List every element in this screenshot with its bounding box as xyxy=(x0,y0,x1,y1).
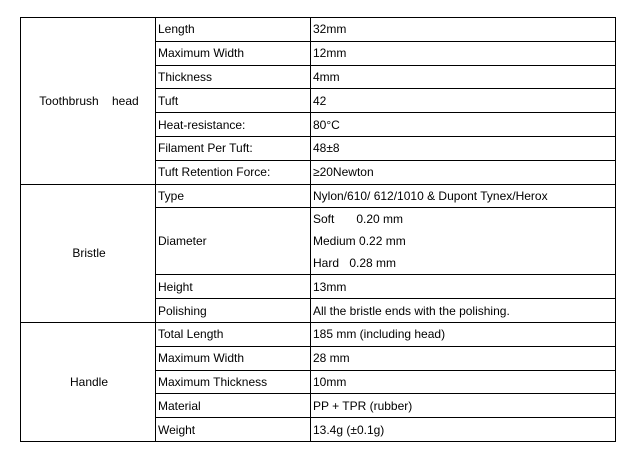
value-cell: ≥20Newton xyxy=(311,160,616,184)
diameter-size: 0.20 mm xyxy=(356,212,404,227)
group-label: Bristle xyxy=(72,246,106,261)
property-cell: Tuft xyxy=(156,89,311,113)
property-cell: Type xyxy=(156,184,311,208)
property-cell: Weight xyxy=(156,418,311,442)
diameter-size: 0.22 mm xyxy=(359,234,406,249)
group-cell-bristle xyxy=(21,184,156,322)
value-cell-diameter xyxy=(311,208,616,275)
property-cell: Thickness xyxy=(156,65,311,89)
group-cell-handle xyxy=(21,322,156,441)
spec-table xyxy=(20,17,616,442)
value-cell: 48±8 xyxy=(311,136,616,160)
value-cell: 42 xyxy=(311,89,616,113)
group-label: Handle xyxy=(69,374,109,389)
property-cell: Filament Per Tuft: xyxy=(156,136,311,160)
diameter-line-hard xyxy=(313,252,615,274)
value-cell: 12mm xyxy=(311,41,616,65)
property-cell: Polishing xyxy=(156,299,311,323)
value-cell: 4mm xyxy=(311,65,616,89)
property-cell: Heat-resistance: xyxy=(156,113,311,137)
value-cell: 28 mm xyxy=(311,346,616,370)
value-cell: 185 mm (including head) xyxy=(311,322,616,346)
table-row xyxy=(21,184,616,208)
value-cell: Nylon/610/ 612/1010 & Dupont Tynex/Herox xyxy=(311,184,616,208)
value-cell: 32mm xyxy=(311,18,616,42)
diameter-grade: Medium xyxy=(313,234,356,249)
diameter-grade: Hard xyxy=(313,256,340,271)
value-cell: 10mm xyxy=(311,370,616,394)
property-cell: Total Length xyxy=(156,322,311,346)
property-cell: Material xyxy=(156,394,311,418)
value-cell: 13mm xyxy=(311,275,616,299)
diameter-grade: Soft xyxy=(313,212,335,227)
table-row xyxy=(21,322,616,346)
property-cell: Tuft Retention Force: xyxy=(156,160,311,184)
group-label: Toothbrush head xyxy=(39,93,139,108)
value-cell: All the bristle ends with the polishing. xyxy=(311,299,616,323)
value-cell: PP + TPR (rubber) xyxy=(311,394,616,418)
diameter-size: 0.28 mm xyxy=(349,256,397,271)
property-cell: Maximum Width xyxy=(156,346,311,370)
property-cell: Maximum Thickness xyxy=(156,370,311,394)
diameter-line-soft xyxy=(313,208,615,230)
table-row xyxy=(21,18,616,42)
value-cell: 80°C xyxy=(311,113,616,137)
property-cell: Length xyxy=(156,18,311,42)
diameter-line-medium xyxy=(313,230,615,252)
property-cell: Diameter xyxy=(156,208,311,275)
property-cell: Maximum Width xyxy=(156,41,311,65)
property-cell: Height xyxy=(156,275,311,299)
value-cell: 13.4g (±0.1g) xyxy=(311,418,616,442)
group-cell-toothbrush-head xyxy=(21,18,156,185)
